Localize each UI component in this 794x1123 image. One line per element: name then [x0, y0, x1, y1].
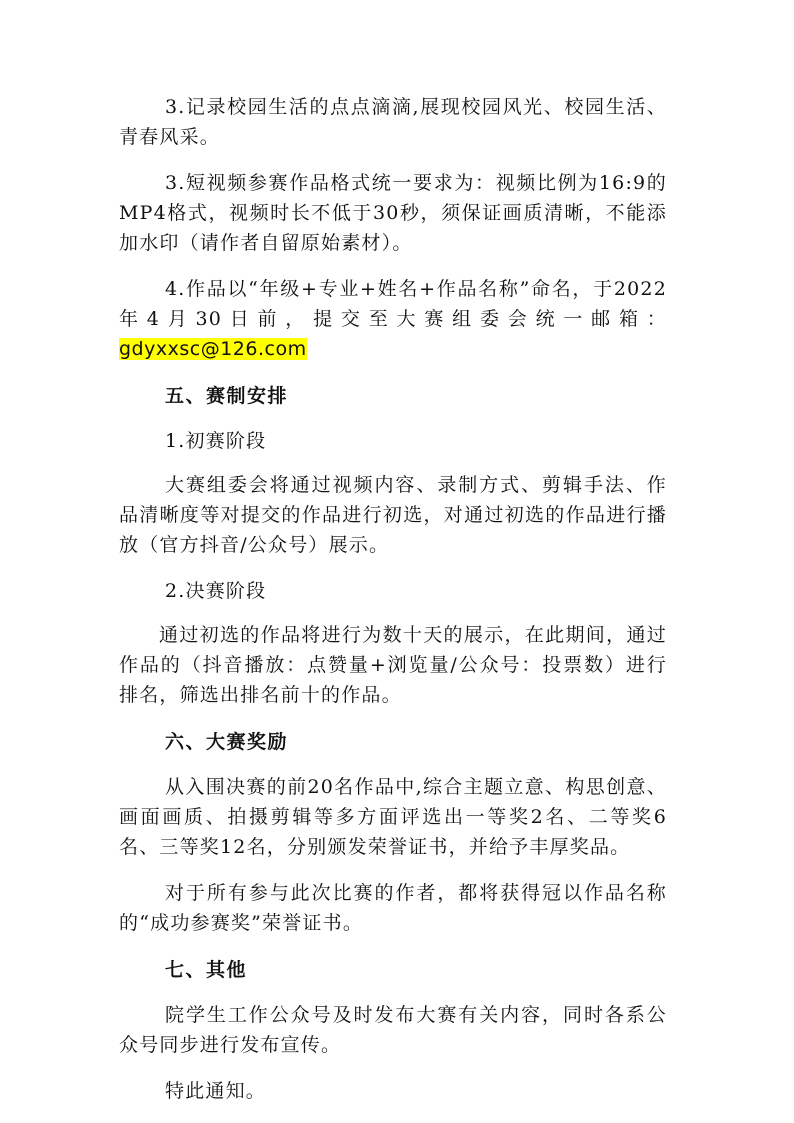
- subheading-final: 2.决赛阶段: [165, 580, 267, 602]
- document-body: [119, 92, 667, 1122]
- section-heading-awards: 六、大赛奖励: [165, 731, 289, 753]
- paragraph-submission: [119, 274, 667, 364]
- paragraph-closing: 特此通知。: [165, 1080, 267, 1102]
- paragraph-item-3a: 3.记录校园生活的点点滴滴,展现校园风光、校园生活、青春风采。: [119, 96, 667, 148]
- section-heading-schedule: 五、赛制安排: [165, 385, 289, 407]
- submission-text: 4.作品以“年级+专业+姓名+作品名称”命名，于2022年4月30日前，提交至大赛组委会统一邮箱：: [119, 278, 667, 330]
- section-heading-other: 七、其他: [165, 959, 248, 981]
- paragraph-awards: 从入围决赛的前20名作品中,综合主题立意、构思创意、画面画质、拍摄剪辑等多方面评选出一等奖2名、二等奖6名、三等奖12名，分别颁发荣誉证书，并给予丰厚奖品。: [119, 776, 667, 858]
- paragraph-other: 院学生工作公众号及时发布大赛有关内容，同时各系公众号同步进行发布宣传。: [119, 1004, 667, 1056]
- paragraph-format-requirements: 3.短视频参赛作品格式统一要求为：视频比例为16:9的MP4格式，视频时长不低于30秒，须保证画质清晰，不能添加水印（请作者自留原始素材）。: [119, 172, 667, 254]
- paragraph-preliminary: 大赛组委会将通过视频内容、录制方式、剪辑手法、作品清晰度等对提交的作品进行初选，对通过初选的作品进行播放（官方抖音/公众号）展示。: [119, 474, 667, 556]
- email-link[interactable]: gdyxxsc@126.com: [119, 338, 307, 360]
- paragraph-final: 通过初选的作品将进行为数十天的展示，在此期间，通过作品的（抖音播放：点赞量+浏览量/公众号：投票数）进行排名，筛选出排名前十的作品。: [119, 624, 667, 706]
- paragraph-participation-award: 对于所有参与此次比赛的作者，都将获得冠以作品名称的“成功参赛奖”荣誉证书。: [119, 882, 667, 934]
- subheading-preliminary: 1.初赛阶段: [165, 430, 267, 452]
